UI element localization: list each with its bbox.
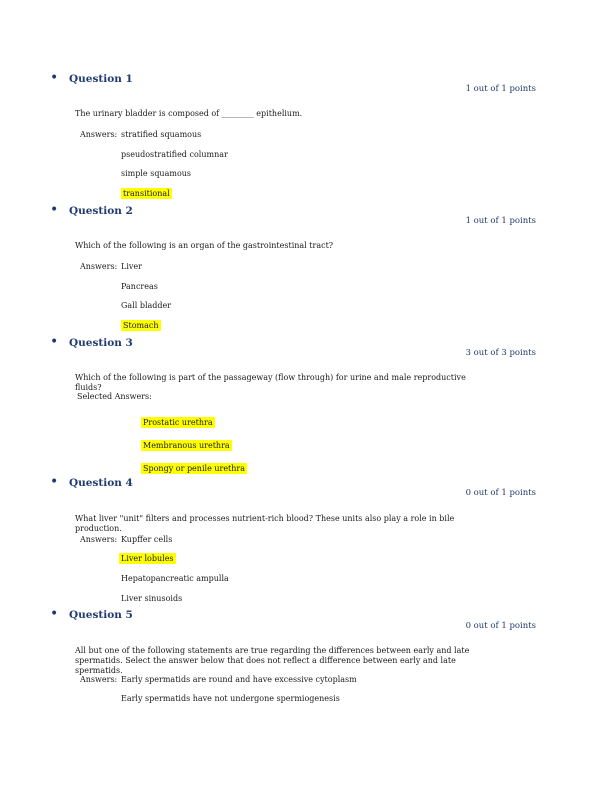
answer-option: stratified squamous <box>121 130 202 139</box>
question-text: What liver "unit" filters and processes nutrient-rich blood? These units also play a role in bile production. <box>75 514 455 533</box>
question-3-header <box>0 334 606 358</box>
answer-option: Pancreas <box>121 282 158 291</box>
bullet-icon: • <box>50 334 59 350</box>
question-text: Which of the following is an organ of the gastrointestinal tract? <box>75 241 334 250</box>
bullet-icon: • <box>50 202 59 218</box>
question-points: 1 out of 1 points <box>465 84 536 94</box>
correct-answer: transitional <box>123 189 170 198</box>
answer-option: Gall bladder <box>121 301 172 310</box>
question-title: Question 3 <box>69 337 133 349</box>
answer-option: Liver sinusoids <box>121 594 183 603</box>
question-text: Which of the following is part of the passageway (flow through) for urine and male reproductive fluids? <box>75 373 466 392</box>
question-5-header <box>0 606 606 631</box>
question-title: Question 2 <box>69 205 133 217</box>
selected-answer: Membranous urethra <box>143 441 230 450</box>
question-2-header <box>0 202 606 226</box>
answer-option: Hepatopancreatic ampulla <box>121 574 229 583</box>
question-title: Question 1 <box>69 73 133 85</box>
correct-answer: Liver lobules <box>121 554 174 563</box>
answers-label: Answers: <box>80 262 118 271</box>
question-text: The urinary bladder is composed of ________ epithelium. <box>75 109 303 118</box>
question-points: 0 out of 1 points <box>465 488 536 498</box>
answer-option: Kupffer cells <box>121 535 173 544</box>
question-title: Question 4 <box>69 477 133 489</box>
selected-answers-label: Selected Answers: <box>77 392 152 401</box>
question-text: All but one of the following statements are true regarding the differences between early and late spermatids. Select the answer below that does not reflect a difference between early and late spermatids. <box>75 646 470 675</box>
answer-option: Early spermatids are round and have excessive cytoplasm <box>121 675 357 684</box>
correct-answer: Stomach <box>123 321 159 330</box>
bullet-icon: • <box>50 70 59 86</box>
answer-option: Early spermatids have not undergone spermiogenesis <box>121 694 340 703</box>
answer-option: Liver <box>121 262 142 271</box>
question-title: Question 5 <box>69 609 133 621</box>
selected-answer: Spongy or penile urethra <box>143 464 246 473</box>
question-points: 0 out of 1 points <box>465 621 536 631</box>
question-4-header <box>0 474 606 498</box>
question-points: 3 out of 3 points <box>465 348 536 358</box>
answer-option: simple squamous <box>121 169 192 178</box>
selected-answer: Prostatic urethra <box>143 418 213 427</box>
answers-label: Answers: <box>80 535 118 544</box>
question-1-header <box>0 70 606 94</box>
bullet-icon: • <box>50 474 59 490</box>
answers-label: Answers: <box>80 675 118 684</box>
question-points: 1 out of 1 points <box>465 216 536 226</box>
answer-option: pseudostratified columnar <box>121 150 228 159</box>
bullet-icon: • <box>50 606 59 622</box>
answers-label: Answers: <box>80 130 118 139</box>
